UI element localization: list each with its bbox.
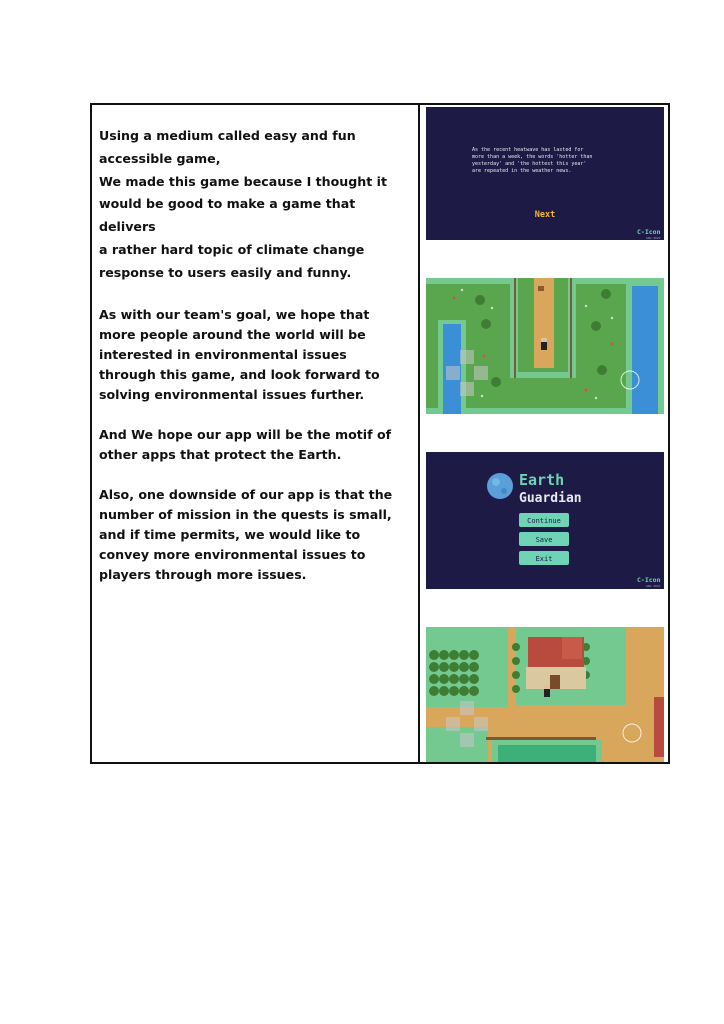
text-line: And We hope our app will be the motif of [99, 426, 392, 442]
text-column [99, 125, 414, 605]
main-menu-screenshot [426, 452, 664, 589]
text-line: a rather hard topic of climate change [99, 241, 365, 257]
save-label: Save [535, 536, 553, 544]
next-button[interactable]: Next [534, 210, 556, 220]
story-line: yesterday' and 'the hottest this year' [472, 161, 587, 167]
continue-label: Continue [527, 517, 561, 525]
paragraph-motif [99, 425, 414, 465]
text-line: solving environmental issues further. [99, 386, 365, 402]
text-line: through this game, and look forward to [99, 366, 380, 382]
text-line: convey more environmental issues to [99, 546, 366, 562]
text-line: accessible game, [99, 150, 221, 166]
map-river-screenshot [426, 278, 664, 414]
text-line: interested in environmental issues [99, 346, 347, 362]
column-divider [418, 105, 420, 762]
story-line: As the recent heatwave has lasted for [472, 147, 584, 153]
earth-globe-icon [487, 473, 513, 499]
text-line: As with our team's goal, we hope that [99, 306, 370, 322]
paragraph-downside [99, 485, 414, 585]
game-title-line1: Earth [519, 471, 565, 489]
story-line: more than a week, the words 'hotter than [472, 154, 593, 160]
intro-screen-screenshot [426, 107, 664, 240]
town-map-screenshot [426, 627, 664, 762]
text-line: Using a medium called easy and fun [99, 128, 356, 143]
text-line: We made this game because I thought it [99, 173, 387, 189]
paragraph-goal [99, 305, 414, 405]
logo-text: C-Icon [637, 228, 661, 236]
content-table [90, 103, 670, 764]
story-line: are repeated in the weather news. [472, 168, 572, 174]
logo-sub: GNU 2023 [646, 236, 661, 240]
text-line: number of mission in the quests is small, [99, 506, 392, 522]
game-title-line2: Guardian [519, 491, 582, 506]
text-line: response to users easily and funny. [99, 264, 352, 280]
logo-text: C-Icon [637, 576, 661, 584]
paragraph-intro [99, 125, 414, 285]
text-line: players through more issues. [99, 566, 307, 582]
logo-sub: GNU 2023 [646, 584, 661, 588]
exit-label: Exit [535, 555, 553, 563]
text-line: and if time permits, we would like to [99, 526, 361, 542]
text-line: would be good to make a game that delivers [99, 196, 356, 235]
text-line: other apps that protect the Earth. [99, 446, 342, 462]
text-line: Also, one downside of our app is that the [99, 486, 393, 502]
text-line: more people around the world will be [99, 326, 366, 342]
